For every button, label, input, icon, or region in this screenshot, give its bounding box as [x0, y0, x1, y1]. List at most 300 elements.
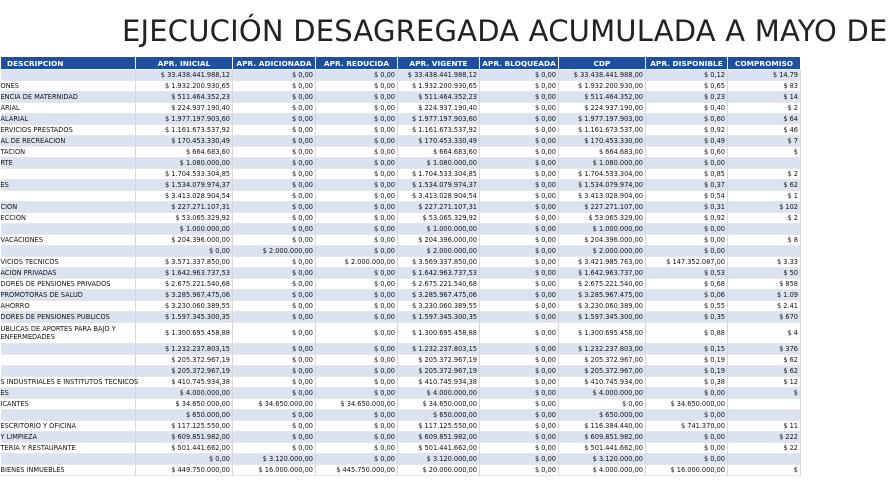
row-description-cell[interactable]: AHORRO — [1, 301, 136, 312]
amount-cell[interactable]: $ 34.650.000,00 — [233, 399, 316, 410]
amount-cell[interactable]: $ 3.120.000,00 — [398, 454, 480, 465]
amount-cell[interactable] — [728, 454, 801, 465]
amount-cell[interactable]: $ 0,60 — [646, 147, 728, 158]
amount-cell[interactable]: $ 0,00 — [480, 114, 559, 125]
amount-cell[interactable]: $ 0,00 — [233, 366, 316, 377]
amount-cell[interactable]: $ 4.000.000,00 — [136, 388, 233, 399]
row-description-cell[interactable] — [1, 191, 136, 202]
amount-cell[interactable]: $ 205.372.967,19 — [398, 366, 480, 377]
column-header-apr-inicial[interactable]: APR. INICIAL — [136, 57, 233, 70]
amount-cell[interactable]: $ 0,00 — [316, 323, 398, 344]
amount-cell[interactable]: $ 1.000.000,00 — [398, 224, 480, 235]
amount-cell[interactable]: $ 1.597.345.300,35 — [398, 312, 480, 323]
column-header-apr-bloqueada[interactable]: APR. BLOQUEADA — [480, 57, 559, 70]
amount-cell[interactable]: $ 0,00 — [480, 323, 559, 344]
row-description-cell[interactable] — [1, 70, 136, 81]
amount-cell[interactable]: $ 0,00 — [316, 169, 398, 180]
row-description-cell[interactable]: VACACIONES — [1, 235, 136, 246]
row-description-cell[interactable]: AL DE RECREACION — [1, 136, 136, 147]
row-description-cell[interactable]: ES — [1, 180, 136, 191]
amount-cell[interactable]: $ 0,00 — [480, 410, 559, 421]
amount-cell[interactable]: $ 12 — [728, 377, 801, 388]
amount-cell[interactable]: $ 0,00 — [316, 268, 398, 279]
amount-cell[interactable]: $ 0,15 — [646, 344, 728, 355]
amount-cell[interactable]: $ 0,00 — [646, 410, 728, 421]
amount-cell[interactable]: $ 0,00 — [316, 125, 398, 136]
amount-cell[interactable]: $ 227.271.107,00 — [559, 202, 646, 213]
amount-cell[interactable]: $ 64 — [728, 114, 801, 125]
amount-cell[interactable]: $ 0,00 — [233, 443, 316, 454]
amount-cell[interactable]: $ 0,00 — [480, 312, 559, 323]
amount-cell[interactable]: $ 0,88 — [646, 323, 728, 344]
amount-cell[interactable]: $ 1.704.533.304,85 — [136, 169, 233, 180]
row-description-cell[interactable]: UBLICAS DE APORTES PARA BAJO Y ENFERMEDADES — [1, 323, 136, 344]
amount-cell[interactable]: $ — [728, 465, 801, 476]
amount-cell[interactable]: $ 664.683,60 — [136, 147, 233, 158]
column-header-cdp[interactable]: CDP — [559, 57, 646, 70]
amount-cell[interactable]: $ 0,00 — [233, 279, 316, 290]
amount-cell[interactable]: $ 0,00 — [233, 114, 316, 125]
amount-cell[interactable]: $ 34.650.000,00 — [398, 399, 480, 410]
amount-cell[interactable]: $ 0,00 — [233, 290, 316, 301]
amount-cell[interactable]: $ 1.597.345.300,35 — [136, 312, 233, 323]
amount-cell[interactable]: $ 170.453.330,00 — [559, 136, 646, 147]
amount-cell[interactable]: $ 0,00 — [646, 454, 728, 465]
amount-cell[interactable]: $ 0,00 — [480, 224, 559, 235]
amount-cell[interactable]: $ 0,00 — [480, 454, 559, 465]
amount-cell[interactable]: $ 0,12 — [646, 70, 728, 81]
amount-cell[interactable]: $ 0,00 — [316, 103, 398, 114]
amount-cell[interactable]: $ 1.534.079.974,37 — [136, 180, 233, 191]
amount-cell[interactable]: $ 4.000.000,00 — [559, 465, 646, 476]
amount-cell[interactable]: $ 609.851.982,00 — [136, 432, 233, 443]
amount-cell[interactable]: $ 0,00 — [480, 290, 559, 301]
amount-cell[interactable]: $ 0,00 — [316, 366, 398, 377]
amount-cell[interactable]: $ 0,85 — [646, 169, 728, 180]
amount-cell[interactable]: $ 62 — [728, 180, 801, 191]
amount-cell[interactable]: $ 670 — [728, 312, 801, 323]
amount-cell[interactable]: $ 0,00 — [480, 202, 559, 213]
amount-cell[interactable]: $ 1.232.237.803,15 — [398, 344, 480, 355]
amount-cell[interactable]: $ 34.650.000,00 — [136, 399, 233, 410]
amount-cell[interactable]: $ 0,00 — [480, 213, 559, 224]
amount-cell[interactable]: $ 0,00 — [233, 224, 316, 235]
column-header-apr-adicionada[interactable]: APR. ADICIONADA — [233, 57, 316, 70]
amount-cell[interactable]: $ 1.704.533.304,00 — [559, 169, 646, 180]
amount-cell[interactable]: $ 0,00 — [480, 191, 559, 202]
amount-cell[interactable]: $ 0,00 — [233, 169, 316, 180]
amount-cell[interactable]: $ 0,65 — [646, 81, 728, 92]
amount-cell[interactable]: $ 0,00 — [233, 421, 316, 432]
amount-cell[interactable]: $ 14 — [728, 92, 801, 103]
amount-cell[interactable]: $ 0,00 — [480, 169, 559, 180]
amount-cell[interactable]: $ 0,00 — [316, 355, 398, 366]
amount-cell[interactable]: $ 0,00 — [316, 147, 398, 158]
amount-cell[interactable]: $ 0,00 — [233, 323, 316, 344]
amount-cell[interactable]: $ 0,00 — [480, 268, 559, 279]
amount-cell[interactable]: $ 3.230.060.389,55 — [398, 301, 480, 312]
row-description-cell[interactable]: ECCION — [1, 213, 136, 224]
amount-cell[interactable]: $ 62 — [728, 366, 801, 377]
amount-cell[interactable]: $ 449.750.000,00 — [136, 465, 233, 476]
amount-cell[interactable]: $ 0,00 — [646, 432, 728, 443]
amount-cell[interactable]: $ 0,19 — [646, 366, 728, 377]
amount-cell[interactable]: $ 2 — [728, 169, 801, 180]
row-description-cell[interactable]: VICIOS TECNICOS — [1, 257, 136, 268]
amount-cell[interactable]: $ 0,00 — [136, 246, 233, 257]
amount-cell[interactable]: $ 50 — [728, 268, 801, 279]
amount-cell[interactable]: $ 1.000.000,00 — [559, 224, 646, 235]
amount-cell[interactable]: $ 224.937.190,40 — [136, 103, 233, 114]
amount-cell[interactable]: $ 1.300.695.458,88 — [136, 323, 233, 344]
amount-cell[interactable]: $ 4.000.000,00 — [559, 388, 646, 399]
amount-cell[interactable]: $ 0,38 — [646, 377, 728, 388]
amount-cell[interactable]: $ 0,00 — [316, 443, 398, 454]
amount-cell[interactable]: $ 0,00 — [480, 432, 559, 443]
amount-cell[interactable]: $ 0,31 — [646, 202, 728, 213]
amount-cell[interactable]: $ 0,00 — [233, 257, 316, 268]
amount-cell[interactable] — [728, 410, 801, 421]
amount-cell[interactable]: $ 664.683,00 — [559, 147, 646, 158]
amount-cell[interactable]: $ 33.438.441.988,12 — [136, 70, 233, 81]
row-description-cell[interactable]: ACION PRIVADAS — [1, 268, 136, 279]
amount-cell[interactable]: $ 0,00 — [233, 235, 316, 246]
amount-cell[interactable]: $ 1 — [728, 191, 801, 202]
amount-cell[interactable]: $ 0,00 — [646, 443, 728, 454]
amount-cell[interactable]: $ 147.352.087,00 — [646, 257, 728, 268]
amount-cell[interactable]: $ 0,00 — [316, 377, 398, 388]
row-description-cell[interactable]: PROMOTORAS DE SALUD — [1, 290, 136, 301]
amount-cell[interactable]: $ 0,00 — [233, 103, 316, 114]
amount-cell[interactable]: $ 0,00 — [316, 421, 398, 432]
amount-cell[interactable]: $ 609.851.982,00 — [398, 432, 480, 443]
amount-cell[interactable]: $ 0,00 — [480, 366, 559, 377]
amount-cell[interactable]: $ 0,00 — [233, 92, 316, 103]
amount-cell[interactable]: $ 1.977.197.903,60 — [398, 114, 480, 125]
row-description-cell[interactable]: BIENES INMUEBLES — [1, 465, 136, 476]
amount-cell[interactable] — [728, 158, 801, 169]
amount-cell[interactable]: $ 501.441.662,00 — [136, 443, 233, 454]
amount-cell[interactable]: $ 2.000.000,00 — [559, 246, 646, 257]
amount-cell[interactable]: $ 0,00 — [316, 312, 398, 323]
amount-cell[interactable]: $ 0,00 — [233, 136, 316, 147]
amount-cell[interactable]: $ 3.33 — [728, 257, 801, 268]
amount-cell[interactable]: $ 116.384.440,00 — [559, 421, 646, 432]
amount-cell[interactable]: $ 0,00 — [480, 279, 559, 290]
amount-cell[interactable]: $ 0,00 — [233, 388, 316, 399]
amount-cell[interactable]: $ 0,23 — [646, 92, 728, 103]
amount-cell[interactable]: $ 1.932.200.930,00 — [559, 81, 646, 92]
amount-cell[interactable]: $ 1.300.695.458,88 — [398, 323, 480, 344]
amount-cell[interactable]: $ 0,00 — [559, 399, 646, 410]
amount-cell[interactable]: $ 3.120.000,00 — [233, 454, 316, 465]
amount-cell[interactable]: $ 205.372.967,00 — [559, 366, 646, 377]
amount-cell[interactable]: $ 0,00 — [316, 70, 398, 81]
column-header-apr-reducida[interactable]: APR. REDUCIDA — [316, 57, 398, 70]
amount-cell[interactable]: $ 0,00 — [480, 344, 559, 355]
row-description-cell[interactable] — [1, 355, 136, 366]
amount-cell[interactable]: $ 0,00 — [233, 213, 316, 224]
amount-cell[interactable]: $ 0,00 — [233, 312, 316, 323]
row-description-cell[interactable]: S INDUSTRIALES E INSTITUTOS TECNICOS — [0, 377, 139, 386]
amount-cell[interactable]: $ 0,00 — [316, 136, 398, 147]
amount-cell[interactable]: $ 0,92 — [646, 213, 728, 224]
amount-cell[interactable]: $ 0,60 — [646, 114, 728, 125]
amount-cell[interactable]: $ 53.065.329,92 — [136, 213, 233, 224]
amount-cell[interactable]: $ 1.932.200.930,65 — [136, 81, 233, 92]
amount-cell[interactable]: $ 664.683,60 — [398, 147, 480, 158]
amount-cell[interactable]: $ 0,00 — [316, 410, 398, 421]
column-header-descripcion[interactable]: DESCRIPCION — [1, 57, 136, 70]
amount-cell[interactable]: $ 1.161.673.537,92 — [136, 125, 233, 136]
amount-cell[interactable]: $ 1.642.963.737,53 — [398, 268, 480, 279]
amount-cell[interactable]: $ 0,54 — [646, 191, 728, 202]
amount-cell[interactable]: $ 0,00 — [316, 301, 398, 312]
row-description-cell[interactable]: ICANTES — [1, 399, 136, 410]
amount-cell[interactable]: $ 3.230.060.389,00 — [559, 301, 646, 312]
amount-cell[interactable]: $ 205.372.967,00 — [559, 355, 646, 366]
amount-cell[interactable]: $ 0,00 — [480, 70, 559, 81]
amount-cell[interactable]: $ 0,00 — [316, 235, 398, 246]
row-description-cell[interactable] — [1, 454, 136, 465]
amount-cell[interactable]: $ 1.080.000,00 — [398, 158, 480, 169]
amount-cell[interactable]: $ 0,00 — [316, 202, 398, 213]
amount-cell[interactable]: $ 1.977.197.903,00 — [559, 114, 646, 125]
amount-cell[interactable]: $ 0,53 — [646, 268, 728, 279]
amount-cell[interactable]: $ 205.372.967,19 — [398, 355, 480, 366]
row-description-cell[interactable]: ENCIA DE MATERNIDAD — [1, 92, 136, 103]
amount-cell[interactable]: $ — [728, 147, 801, 158]
amount-cell[interactable]: $ 205.372.967,19 — [136, 366, 233, 377]
amount-cell[interactable]: $ 0,00 — [480, 443, 559, 454]
amount-cell[interactable]: $ 0,00 — [233, 301, 316, 312]
amount-cell[interactable]: $ 1.080.000,00 — [136, 158, 233, 169]
amount-cell[interactable]: $ 2.000.000,00 — [316, 257, 398, 268]
amount-cell[interactable]: $ 205.372.967,19 — [136, 355, 233, 366]
amount-cell[interactable]: $ 1.597.345.300,00 — [559, 312, 646, 323]
amount-cell[interactable]: $ 410.745.934,00 — [559, 377, 646, 388]
amount-cell[interactable]: $ 170.453.330,49 — [136, 136, 233, 147]
amount-cell[interactable]: $ 1.642.963.737,53 — [136, 268, 233, 279]
amount-cell[interactable]: $ 204.396.000,00 — [136, 235, 233, 246]
amount-cell[interactable]: $ 0,00 — [480, 158, 559, 169]
amount-cell[interactable]: $ 227.271.107,31 — [136, 202, 233, 213]
amount-cell[interactable]: $ 0,00 — [316, 224, 398, 235]
amount-cell[interactable]: $ 0,49 — [646, 136, 728, 147]
amount-cell[interactable]: $ 227.271.107,31 — [398, 202, 480, 213]
amount-cell[interactable]: $ 34.650.000,00 — [316, 399, 398, 410]
amount-cell[interactable]: $ 0,00 — [480, 246, 559, 257]
row-description-cell[interactable]: CION — [1, 202, 136, 213]
amount-cell[interactable]: $ 0,00 — [233, 410, 316, 421]
amount-cell[interactable]: $ 0,00 — [316, 114, 398, 125]
amount-cell[interactable]: $ 609.851.982,00 — [559, 432, 646, 443]
amount-cell[interactable]: $ 83 — [728, 81, 801, 92]
amount-cell[interactable]: $ 33.438.441.988,12 — [398, 70, 480, 81]
amount-cell[interactable]: $ 0,00 — [480, 355, 559, 366]
amount-cell[interactable]: $ 0,00 — [233, 147, 316, 158]
amount-cell[interactable]: $ 0,00 — [316, 81, 398, 92]
amount-cell[interactable]: $ 3.285.967.475,06 — [398, 290, 480, 301]
amount-cell[interactable]: $ 34.650.000,00 — [646, 399, 728, 410]
row-description-cell[interactable]: ARIAL — [1, 103, 136, 114]
amount-cell[interactable]: $ 117.125.550,00 — [136, 421, 233, 432]
amount-cell[interactable]: $ 2.000.000,00 — [233, 246, 316, 257]
amount-cell[interactable]: $ 117.125.550,00 — [398, 421, 480, 432]
amount-cell[interactable]: $ 0,00 — [316, 432, 398, 443]
amount-cell[interactable]: $ 0,00 — [646, 235, 728, 246]
row-description-cell[interactable] — [1, 224, 136, 235]
amount-cell[interactable]: $ 46 — [728, 125, 801, 136]
amount-cell[interactable]: $ 224.937.190,40 — [398, 103, 480, 114]
amount-cell[interactable]: $ 410.745.934,38 — [136, 377, 233, 388]
row-description-cell[interactable] — [1, 366, 136, 377]
amount-cell[interactable]: $ 2.41 — [728, 301, 801, 312]
amount-cell[interactable]: $ 0,00 — [233, 432, 316, 443]
amount-cell[interactable]: $ 0,00 — [316, 213, 398, 224]
amount-cell[interactable]: $ 0,00 — [480, 421, 559, 432]
row-description-cell[interactable]: ES — [1, 388, 136, 399]
amount-cell[interactable]: $ 0,40 — [646, 103, 728, 114]
amount-cell[interactable] — [728, 399, 801, 410]
amount-cell[interactable]: $ 2.675.221.540,68 — [136, 279, 233, 290]
amount-cell[interactable]: $ 0,00 — [480, 147, 559, 158]
amount-cell[interactable]: $ 224.937.190,00 — [559, 103, 646, 114]
amount-cell[interactable]: $ 1.232.237.803,15 — [136, 344, 233, 355]
amount-cell[interactable]: $ 170.453.330,49 — [398, 136, 480, 147]
amount-cell[interactable]: $ 0,00 — [316, 180, 398, 191]
amount-cell[interactable]: $ 53.065.329,00 — [559, 213, 646, 224]
amount-cell[interactable]: $ 0,92 — [646, 125, 728, 136]
amount-cell[interactable]: $ 0,55 — [646, 301, 728, 312]
amount-cell[interactable]: $ 0,00 — [233, 268, 316, 279]
column-header-apr-vigente[interactable]: APR. VIGENTE — [398, 57, 480, 70]
amount-cell[interactable]: $ 0,00 — [316, 92, 398, 103]
amount-cell[interactable]: $ 7 — [728, 136, 801, 147]
amount-cell[interactable]: $ 16.000.000,00 — [233, 465, 316, 476]
row-description-cell[interactable] — [1, 169, 136, 180]
amount-cell[interactable]: $ 0,00 — [233, 191, 316, 202]
amount-cell[interactable]: $ 22 — [728, 443, 801, 454]
amount-cell[interactable]: $ 0,00 — [480, 235, 559, 246]
amount-cell[interactable]: $ 0,00 — [646, 224, 728, 235]
amount-cell[interactable]: $ 0,00 — [233, 180, 316, 191]
amount-cell[interactable]: $ 0,00 — [480, 388, 559, 399]
amount-cell[interactable]: $ 0,19 — [646, 355, 728, 366]
amount-cell[interactable]: $ 204.396.000,00 — [398, 235, 480, 246]
amount-cell[interactable]: $ 0,06 — [646, 290, 728, 301]
column-header-compromiso[interactable]: COMPROMISO — [728, 57, 801, 70]
amount-cell[interactable]: $ 0,00 — [646, 158, 728, 169]
amount-cell[interactable]: $ 16.000.000,00 — [646, 465, 728, 476]
amount-cell[interactable]: $ 0,00 — [233, 158, 316, 169]
row-description-cell[interactable] — [1, 344, 136, 355]
amount-cell[interactable]: $ 511.464.352,23 — [136, 92, 233, 103]
amount-cell[interactable]: $ 0,00 — [316, 158, 398, 169]
amount-cell[interactable]: $ 0,00 — [480, 399, 559, 410]
amount-cell[interactable]: $ 3.413.028.904,54 — [398, 191, 480, 202]
amount-cell[interactable]: $ 3.413.028.904,00 — [559, 191, 646, 202]
amount-cell[interactable]: $ 8 — [728, 235, 801, 246]
column-header-apr-disponible[interactable]: APR. DISPONIBLE — [646, 57, 728, 70]
amount-cell[interactable]: $ 0,00 — [233, 377, 316, 388]
amount-cell[interactable]: $ 3.569.337.850,00 — [398, 257, 480, 268]
row-description-cell[interactable]: DORES DE PENSIONES PRIVADOS — [1, 279, 136, 290]
row-description-cell[interactable]: ERVICIOS PRESTADOS — [1, 125, 136, 136]
amount-cell[interactable]: $ 3.120.000,00 — [559, 454, 646, 465]
row-description-cell[interactable] — [1, 410, 136, 421]
amount-cell[interactable]: $ 741.370,00 — [646, 421, 728, 432]
amount-cell[interactable]: $ 3.571.337.850,00 — [136, 257, 233, 268]
amount-cell[interactable]: $ 0,00 — [136, 454, 233, 465]
amount-cell[interactable] — [728, 224, 801, 235]
amount-cell[interactable]: $ 0,00 — [646, 388, 728, 399]
amount-cell[interactable]: $ 4 — [728, 323, 801, 344]
amount-cell[interactable]: $ 2.675.221.540,68 — [398, 279, 480, 290]
row-description-cell[interactable]: TACION — [1, 147, 136, 158]
amount-cell[interactable]: $ 410.745.934,38 — [398, 377, 480, 388]
amount-cell[interactable]: $ 0,00 — [233, 125, 316, 136]
amount-cell[interactable]: $ 650.000,00 — [559, 410, 646, 421]
row-description-cell[interactable]: Y LIMPIEZA — [1, 432, 136, 443]
amount-cell[interactable]: $ 650.000,00 — [136, 410, 233, 421]
amount-cell[interactable]: $ 0,00 — [233, 202, 316, 213]
amount-cell[interactable]: $ 0,00 — [316, 344, 398, 355]
amount-cell[interactable]: $ 3.230.060.389,55 — [136, 301, 233, 312]
amount-cell[interactable]: $ 1.534.079.974,00 — [559, 180, 646, 191]
amount-cell[interactable]: $ 1.09 — [728, 290, 801, 301]
amount-cell[interactable]: $ 3.285.967.475,06 — [136, 290, 233, 301]
amount-cell[interactable]: $ 3.421.985.763,00 — [559, 257, 646, 268]
amount-cell[interactable]: $ 1.977.197.903,60 — [136, 114, 233, 125]
amount-cell[interactable]: $ 0,00 — [480, 377, 559, 388]
amount-cell[interactable]: $ 1.932.200.930,65 — [398, 81, 480, 92]
row-description-cell[interactable]: ALARIAL — [1, 114, 136, 125]
amount-cell[interactable]: $ 0,00 — [316, 290, 398, 301]
amount-cell[interactable]: $ 0,00 — [480, 103, 559, 114]
amount-cell[interactable]: $ 4.000.000,00 — [398, 388, 480, 399]
amount-cell[interactable]: $ 0,00 — [480, 92, 559, 103]
amount-cell[interactable]: $ 14.79 — [728, 70, 801, 81]
amount-cell[interactable]: $ 1.161.673.537,00 — [559, 125, 646, 136]
amount-cell[interactable]: $ 3.285.967.475,00 — [559, 290, 646, 301]
amount-cell[interactable]: $ 2.675.221.540,00 — [559, 279, 646, 290]
amount-cell[interactable]: $ 62 — [728, 355, 801, 366]
amount-cell[interactable]: $ 2 — [728, 103, 801, 114]
amount-cell[interactable]: $ 1.080.000,00 — [559, 158, 646, 169]
amount-cell[interactable]: $ 0,00 — [480, 257, 559, 268]
amount-cell[interactable]: $ 0,00 — [233, 355, 316, 366]
amount-cell[interactable]: $ 0,00 — [316, 246, 398, 257]
row-description-cell[interactable]: RTE — [1, 158, 136, 169]
row-description-cell[interactable]: ONES — [1, 81, 136, 92]
amount-cell[interactable]: $ 858 — [728, 279, 801, 290]
amount-cell[interactable]: $ 33.438.441.988,00 — [559, 70, 646, 81]
amount-cell[interactable]: $ 1.534.079.974,37 — [398, 180, 480, 191]
amount-cell[interactable]: $ 0,00 — [480, 180, 559, 191]
amount-cell[interactable]: $ 1.704.533.304,85 — [398, 169, 480, 180]
amount-cell[interactable]: $ 0,00 — [480, 81, 559, 92]
row-description-cell[interactable] — [1, 246, 136, 257]
amount-cell[interactable]: $ 511.464.352,23 — [398, 92, 480, 103]
amount-cell[interactable]: $ 1.000.000,00 — [136, 224, 233, 235]
amount-cell[interactable]: $ 0,00 — [316, 279, 398, 290]
amount-cell[interactable]: $ 102 — [728, 202, 801, 213]
amount-cell[interactable]: $ 0,00 — [480, 125, 559, 136]
amount-cell[interactable]: $ 222 — [728, 432, 801, 443]
amount-cell[interactable]: $ 2 — [728, 213, 801, 224]
amount-cell[interactable]: $ 53.065.329,92 — [398, 213, 480, 224]
